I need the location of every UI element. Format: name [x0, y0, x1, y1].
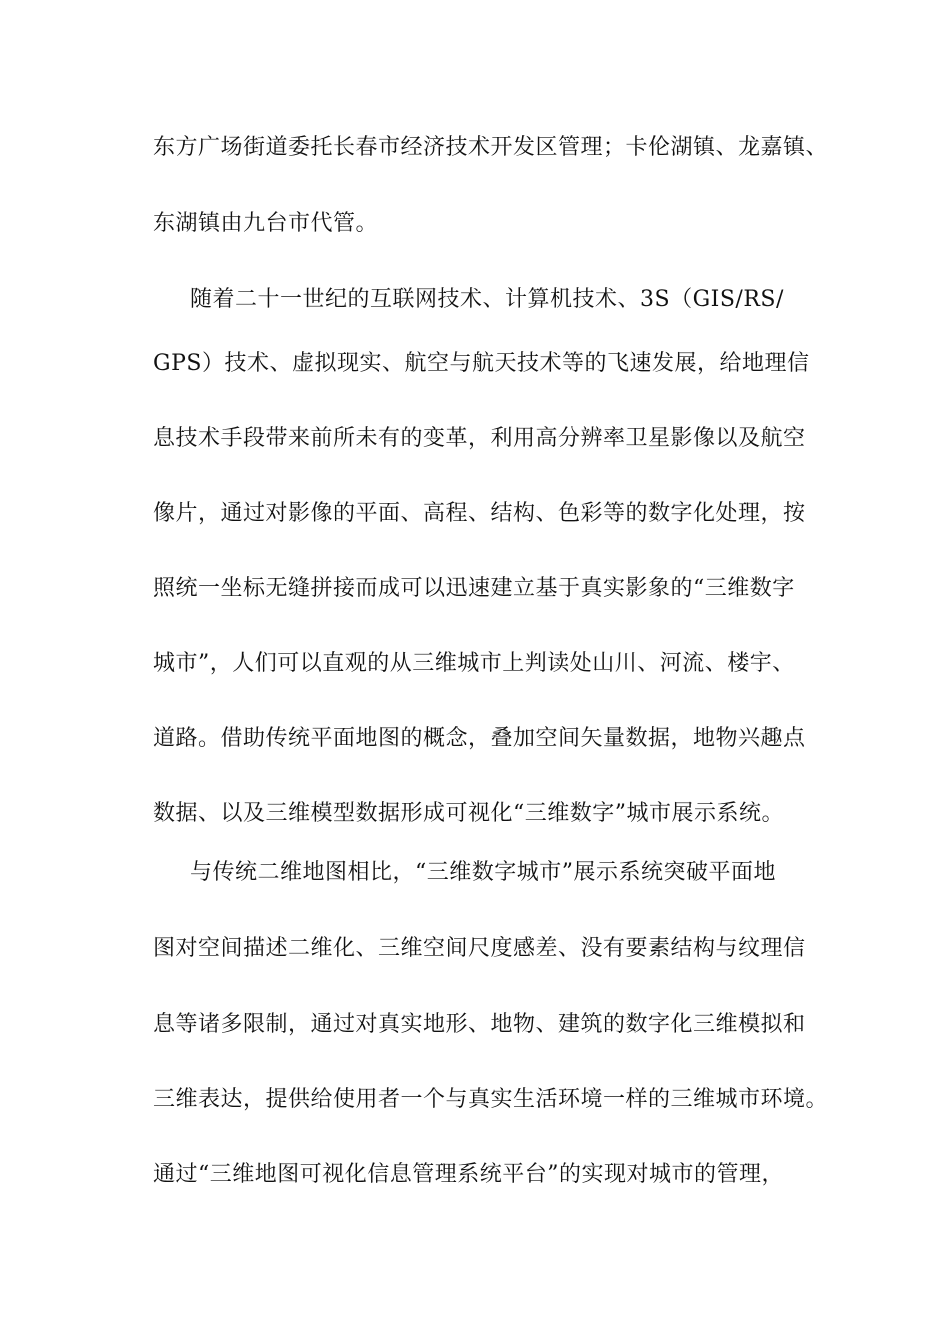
paragraph-2-line-1: 随着二十一世纪的互联网技术、计算机技术、3S（GIS/RS/ [190, 287, 784, 312]
text-line-2: 东湖镇由九台市代管。 [153, 211, 379, 236]
text-line-5: 息技术手段带来前所未有的变革，利用高分辨率卫星影像以及航空 [153, 426, 806, 451]
text-line-15: 通过“三维地图可视化信息管理系统平台”的实现对城市的管理， [153, 1162, 784, 1187]
text-line-12: 图对空间描述二维化、三维空间尺度感差、没有要素结构与纹理信 [153, 936, 806, 961]
text-line-1: 东方广场街道委托长春市经济技术开发区管理；卡伦湖镇、龙嘉镇、 [153, 135, 829, 160]
text-line-7: 照统一坐标无缝拼接而成可以迅速建立基于真实影象的“三维数字 [153, 576, 795, 601]
text-line-14: 三维表达，提供给使用者一个与真实生活环境一样的三维城市环境。 [153, 1087, 829, 1112]
text-line-13: 息等诸多限制，通过对真实地形、地物、建筑的数字化三维模拟和 [153, 1012, 806, 1037]
text-line-10: 数据、以及三维模型数据形成可视化“三维数字”城市展示系统。 [153, 801, 784, 826]
paragraph-3-line-1: 与传统二维地图相比，“三维数字城市”展示系统突破平面地 [190, 860, 776, 885]
text-line-9: 道路。借助传统平面地图的概念，叠加空间矢量数据，地物兴趣点 [153, 726, 806, 751]
text-line-6: 像片，通过对影像的平面、高程、结构、色彩等的数字化处理，按 [153, 501, 806, 526]
text-line-4: GPS）技术、虚拟现实、航空与航天技术等的飞速发展，给地理信 [153, 351, 810, 376]
text-line-8: 城市”，人们可以直观的从三维城市上判读处山川、河流、楼宇、 [153, 651, 795, 676]
